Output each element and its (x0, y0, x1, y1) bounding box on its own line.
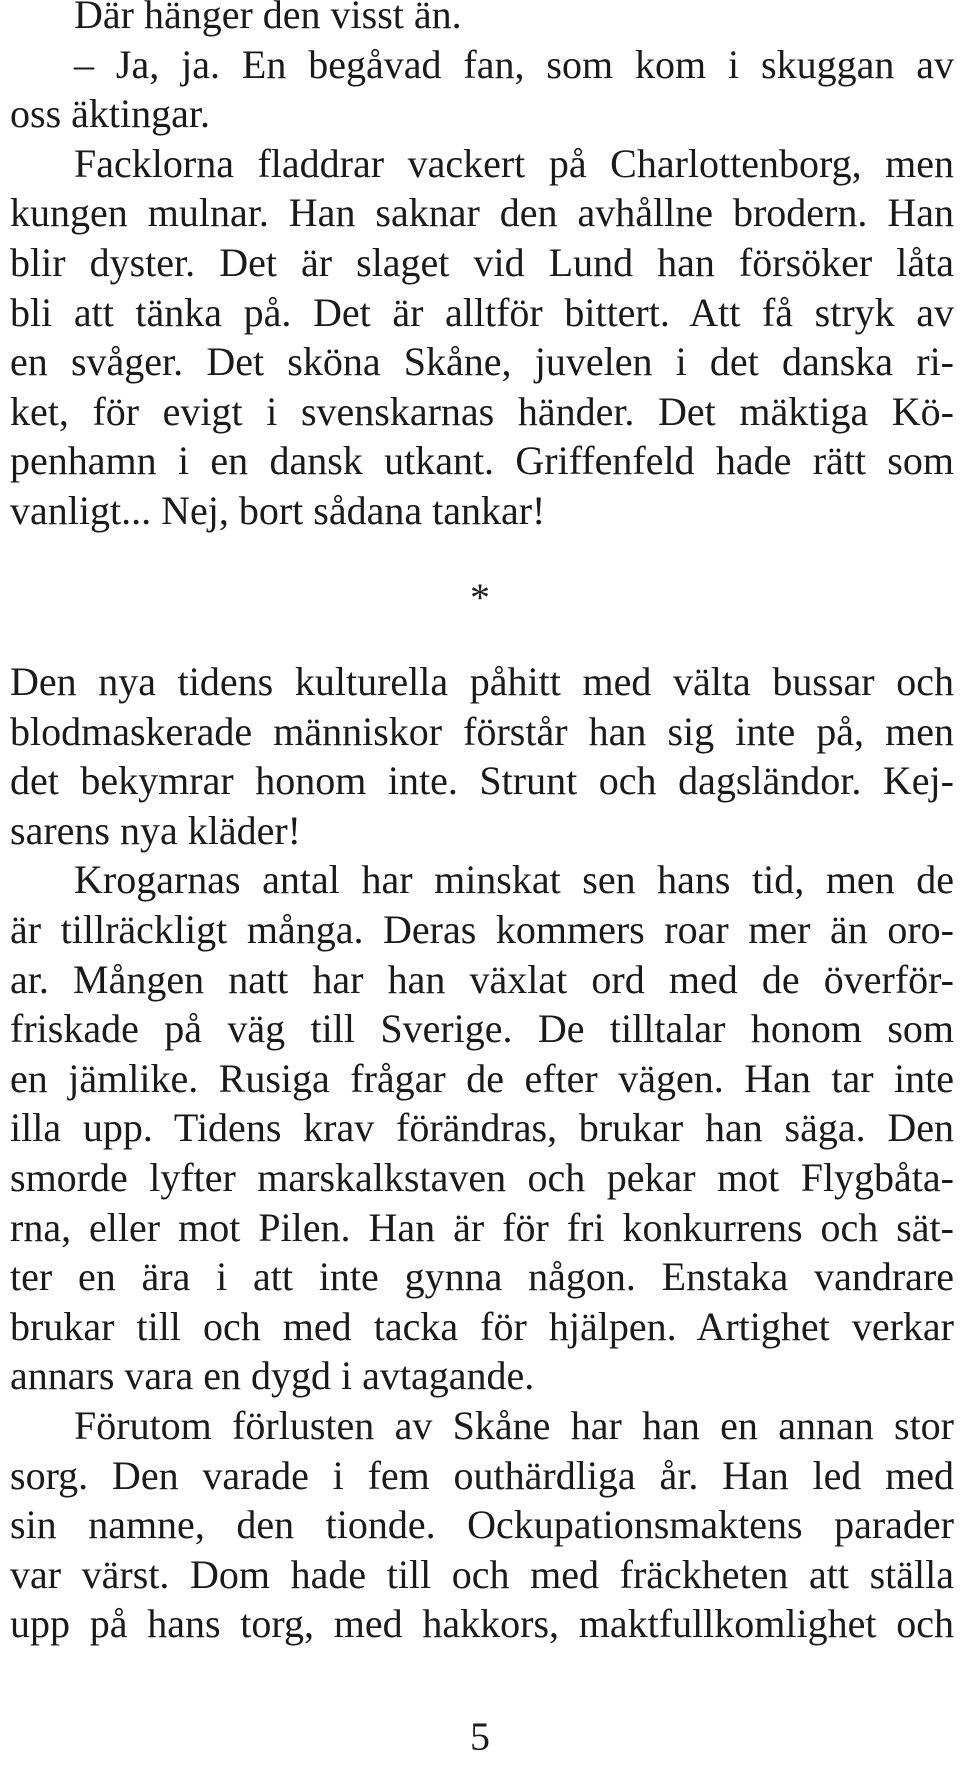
text-line: brukar till och med tacka för hjälpen. Artighet verkar (10, 1303, 954, 1349)
section-separator: * (470, 575, 490, 620)
text-block-upper (10, 0, 954, 536)
text-line: sin namne, den tionde. Ockupationsmaktens parader (10, 1502, 954, 1548)
text-line: – Ja, ja. En begåvad fan, som kom i skuggan av (74, 41, 954, 87)
text-line: ket, för evigt i svenskarnas händer. Det mäktiga Kö- (10, 388, 954, 434)
text-line: friskade på väg till Sverige. De tilltalar honom som (10, 1006, 954, 1052)
text-block-lower (10, 657, 954, 1649)
text-line: rna, eller mot Pilen. Han är för fri konkurrens och sät- (10, 1204, 954, 1250)
text-line: ar. Mången natt har han växlat ord med de överför- (10, 956, 954, 1002)
text-line: sorg. Den varade i fem outhärdliga år. Han led med (10, 1452, 954, 1498)
text-line: illa upp. Tidens krav förändras, brukar han säga. Den (10, 1105, 954, 1151)
text-line: Facklorna fladdrar vackert på Charlottenborg, men (74, 140, 954, 186)
text-line: penhamn i en dansk utkant. Griffenfeld hade rätt som (10, 438, 954, 484)
text-line: var värst. Dom hade till och med fräckheten att ställa (10, 1551, 954, 1597)
text-line: Krogarnas antal har minskat sen hans tid, men de (74, 857, 954, 903)
text-line: smorde lyfter marskalkstaven och pekar mot Flygbåta- (10, 1154, 954, 1200)
text-line: upp på hans torg, med hakkors, maktfullkomlighet och (10, 1601, 954, 1647)
text-line: en jämlike. Rusiga frågar de efter vägen. Han tar inte (10, 1055, 954, 1101)
text-line: blir dyster. Det är slaget vid Lund han försöker låta (10, 239, 954, 285)
text-line: Där hänger den visst än. (74, 0, 462, 37)
text-line: vanligt... Nej, bort sådana tankar! (10, 487, 546, 533)
text-line: är tillräckligt många. Deras kommers roar mer än oro- (10, 906, 954, 952)
text-line: kungen mulnar. Han saknar den avhållne brodern. Han (10, 190, 954, 236)
text-line: blodmaskerade människor förstår han sig inte på, men (10, 708, 954, 754)
text-line: sarens nya kläder! (10, 807, 301, 853)
text-line: Den nya tidens kulturella påhitt med välta bussar och (10, 659, 954, 704)
text-line: en svåger. Det sköna Skåne, juvelen i det danska ri- (10, 339, 954, 385)
text-line: oss äktingar. (10, 91, 210, 137)
text-line: bli att tänka på. Det är alltför bittert. Att få stryk av (10, 289, 954, 335)
text-line: ter en ära i att inte gynna någon. Enstaka vandrare (10, 1254, 954, 1300)
page-number: 5 (470, 1714, 490, 1759)
text-line: Förutom förlusten av Skåne har han en annan stor (74, 1402, 954, 1448)
text-line: det bekymrar honom inte. Strunt och dagsländor. Kej- (10, 758, 954, 804)
text-line: annars vara en dygd i avtagande. (10, 1353, 535, 1399)
